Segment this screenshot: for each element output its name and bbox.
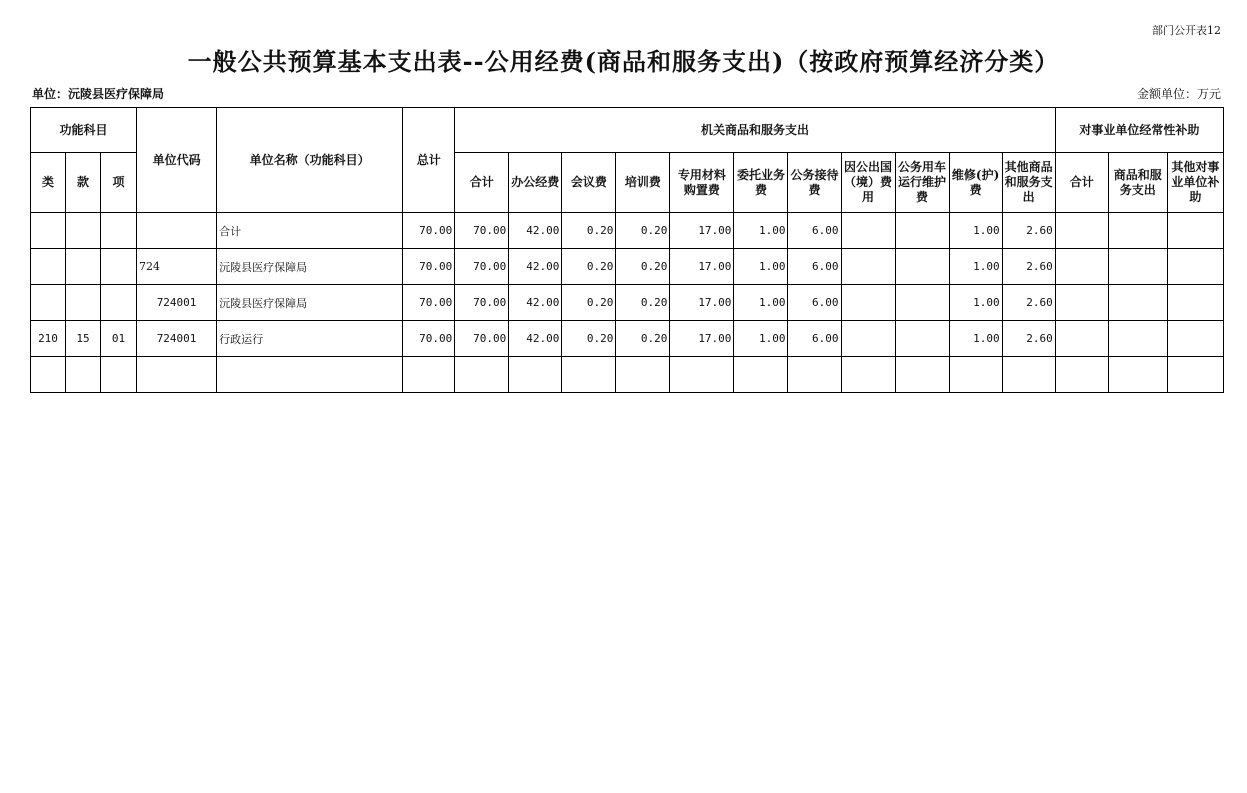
cell-amount: 70.00 bbox=[455, 285, 509, 321]
header-subsidy-total: 合计 bbox=[1055, 153, 1108, 213]
header-vehicle-maintenance: 公务用车运行维护费 bbox=[895, 153, 949, 213]
cell-amount bbox=[1108, 285, 1167, 321]
header-official-reception: 公务接待费 bbox=[788, 153, 841, 213]
cell-amount bbox=[403, 357, 455, 393]
cell-amount bbox=[455, 357, 509, 393]
cell-unit-code bbox=[137, 357, 217, 393]
header-office-expense: 办公经费 bbox=[509, 153, 562, 213]
header-unit-code: 单位代码 bbox=[137, 108, 217, 213]
cell-amount: 70.00 bbox=[455, 213, 509, 249]
cell-amount: 2.60 bbox=[1002, 285, 1055, 321]
cell-amount bbox=[1002, 357, 1055, 393]
cell-amount bbox=[1055, 213, 1108, 249]
header-commissioned-business: 委托业务费 bbox=[734, 153, 788, 213]
cell-kuan bbox=[66, 285, 101, 321]
cell-xiang bbox=[101, 285, 137, 321]
expenditure-table bbox=[30, 107, 1224, 393]
header-agency-group: 机关商品和服务支出 bbox=[455, 108, 1055, 153]
cell-amount bbox=[1167, 321, 1223, 357]
cell-unit-code: 724 bbox=[137, 249, 217, 285]
header-agency-total: 合计 bbox=[455, 153, 509, 213]
cell-amount: 1.00 bbox=[949, 285, 1002, 321]
cell-amount: 70.00 bbox=[455, 321, 509, 357]
table-number-label: 部门公开表12 bbox=[1152, 24, 1221, 37]
cell-xiang bbox=[101, 249, 137, 285]
cell-amount: 0.20 bbox=[616, 285, 670, 321]
reporting-unit: 单位：沅陵县医疗保障局 bbox=[32, 87, 165, 101]
cell-unit-code: 724001 bbox=[137, 285, 217, 321]
cell-amount: 1.00 bbox=[734, 321, 788, 357]
cell-amount: 42.00 bbox=[509, 285, 562, 321]
cell-amount: 6.00 bbox=[788, 249, 841, 285]
cell-amount bbox=[1167, 213, 1223, 249]
cell-lei bbox=[31, 285, 66, 321]
amount-unit: 金额单位：万元 bbox=[1136, 87, 1221, 101]
cell-amount bbox=[788, 357, 841, 393]
cell-amount: 70.00 bbox=[403, 321, 455, 357]
cell-amount bbox=[841, 321, 895, 357]
cell-amount: 42.00 bbox=[509, 213, 562, 249]
cell-xiang bbox=[101, 357, 137, 393]
cell-amount: 17.00 bbox=[670, 249, 734, 285]
cell-amount: 70.00 bbox=[455, 249, 509, 285]
cell-amount bbox=[562, 357, 616, 393]
cell-amount: 2.60 bbox=[1002, 249, 1055, 285]
cell-unit-name: 合计 bbox=[217, 213, 403, 249]
cell-amount bbox=[509, 357, 562, 393]
cell-amount bbox=[1108, 357, 1167, 393]
cell-kuan bbox=[66, 249, 101, 285]
cell-amount bbox=[734, 357, 788, 393]
cell-amount bbox=[1167, 357, 1223, 393]
cell-amount bbox=[841, 213, 895, 249]
cell-amount: 1.00 bbox=[949, 249, 1002, 285]
table-row bbox=[31, 357, 1224, 393]
cell-amount bbox=[616, 357, 670, 393]
cell-amount bbox=[1055, 285, 1108, 321]
header-func-subject: 功能科目 bbox=[31, 108, 137, 153]
cell-amount: 1.00 bbox=[734, 249, 788, 285]
header-kuan: 款 bbox=[66, 153, 101, 213]
cell-lei bbox=[31, 213, 66, 249]
table-row bbox=[31, 321, 1224, 357]
header-lei: 类 bbox=[31, 153, 66, 213]
table-row bbox=[31, 213, 1224, 249]
header-repair-expense: 维修(护)费 bbox=[949, 153, 1002, 213]
cell-lei bbox=[31, 249, 66, 285]
cell-xiang: 01 bbox=[101, 321, 137, 357]
cell-amount bbox=[1055, 249, 1108, 285]
cell-unit-name: 行政运行 bbox=[217, 321, 403, 357]
cell-amount: 42.00 bbox=[509, 249, 562, 285]
header-overseas-travel: 因公出国（境）费用 bbox=[841, 153, 895, 213]
header-other-goods-services: 其他商品和服务支出 bbox=[1002, 153, 1055, 213]
cell-amount: 70.00 bbox=[403, 213, 455, 249]
cell-amount: 1.00 bbox=[734, 213, 788, 249]
header-special-materials: 专用材料购置费 bbox=[670, 153, 734, 213]
cell-amount: 6.00 bbox=[788, 321, 841, 357]
header-total: 总计 bbox=[403, 108, 455, 213]
cell-amount: 42.00 bbox=[509, 321, 562, 357]
cell-amount: 2.60 bbox=[1002, 213, 1055, 249]
cell-amount bbox=[895, 213, 949, 249]
cell-amount: 6.00 bbox=[788, 285, 841, 321]
cell-unit-name: 沅陵县医疗保障局 bbox=[217, 249, 403, 285]
cell-amount bbox=[670, 357, 734, 393]
cell-amount bbox=[895, 249, 949, 285]
cell-amount: 0.20 bbox=[616, 213, 670, 249]
cell-amount bbox=[841, 357, 895, 393]
cell-amount bbox=[895, 357, 949, 393]
header-row-1 bbox=[31, 108, 1224, 153]
cell-lei: 210 bbox=[31, 321, 66, 357]
cell-amount bbox=[895, 285, 949, 321]
table-row bbox=[31, 249, 1224, 285]
cell-amount bbox=[1108, 321, 1167, 357]
header-training-expense: 培训费 bbox=[616, 153, 670, 213]
cell-amount: 70.00 bbox=[403, 285, 455, 321]
header-xiang: 项 bbox=[101, 153, 137, 213]
cell-amount: 0.20 bbox=[562, 213, 616, 249]
cell-xiang bbox=[101, 213, 137, 249]
page-title: 一般公共预算基本支出表--公用经费(商品和服务支出)（按政府预算经济分类） bbox=[187, 47, 1060, 76]
cell-amount bbox=[1055, 357, 1108, 393]
cell-amount bbox=[841, 285, 895, 321]
cell-amount: 0.20 bbox=[562, 249, 616, 285]
cell-amount bbox=[895, 321, 949, 357]
cell-amount bbox=[1167, 249, 1223, 285]
cell-amount bbox=[1055, 321, 1108, 357]
header-unit-name: 单位名称（功能科目） bbox=[217, 108, 403, 213]
cell-amount: 17.00 bbox=[670, 285, 734, 321]
cell-amount: 17.00 bbox=[670, 321, 734, 357]
cell-amount: 70.00 bbox=[403, 249, 455, 285]
table-body bbox=[31, 213, 1224, 393]
cell-amount bbox=[1108, 213, 1167, 249]
header-subsidy-goods-services: 商品和服务支出 bbox=[1108, 153, 1167, 213]
cell-amount: 0.20 bbox=[562, 321, 616, 357]
cell-amount: 17.00 bbox=[670, 213, 734, 249]
cell-lei bbox=[31, 357, 66, 393]
cell-amount: 1.00 bbox=[949, 321, 1002, 357]
cell-amount bbox=[949, 357, 1002, 393]
cell-amount: 6.00 bbox=[788, 213, 841, 249]
cell-amount: 0.20 bbox=[616, 249, 670, 285]
cell-amount: 0.20 bbox=[562, 285, 616, 321]
cell-amount: 0.20 bbox=[616, 321, 670, 357]
cell-kuan bbox=[66, 213, 101, 249]
cell-kuan bbox=[66, 357, 101, 393]
cell-unit-name: 沅陵县医疗保障局 bbox=[217, 285, 403, 321]
header-meeting-expense: 会议费 bbox=[562, 153, 616, 213]
cell-amount: 1.00 bbox=[734, 285, 788, 321]
cell-unit-name bbox=[217, 357, 403, 393]
cell-unit-code bbox=[137, 213, 217, 249]
cell-amount bbox=[841, 249, 895, 285]
cell-unit-code: 724001 bbox=[137, 321, 217, 357]
cell-amount bbox=[1108, 249, 1167, 285]
header-subsidy-other: 其他对事业单位补助 bbox=[1167, 153, 1223, 213]
cell-amount bbox=[1167, 285, 1223, 321]
table-row bbox=[31, 285, 1224, 321]
header-subsidy-group: 对事业单位经常性补助 bbox=[1055, 108, 1223, 153]
cell-amount: 1.00 bbox=[949, 213, 1002, 249]
cell-amount: 2.60 bbox=[1002, 321, 1055, 357]
cell-kuan: 15 bbox=[66, 321, 101, 357]
